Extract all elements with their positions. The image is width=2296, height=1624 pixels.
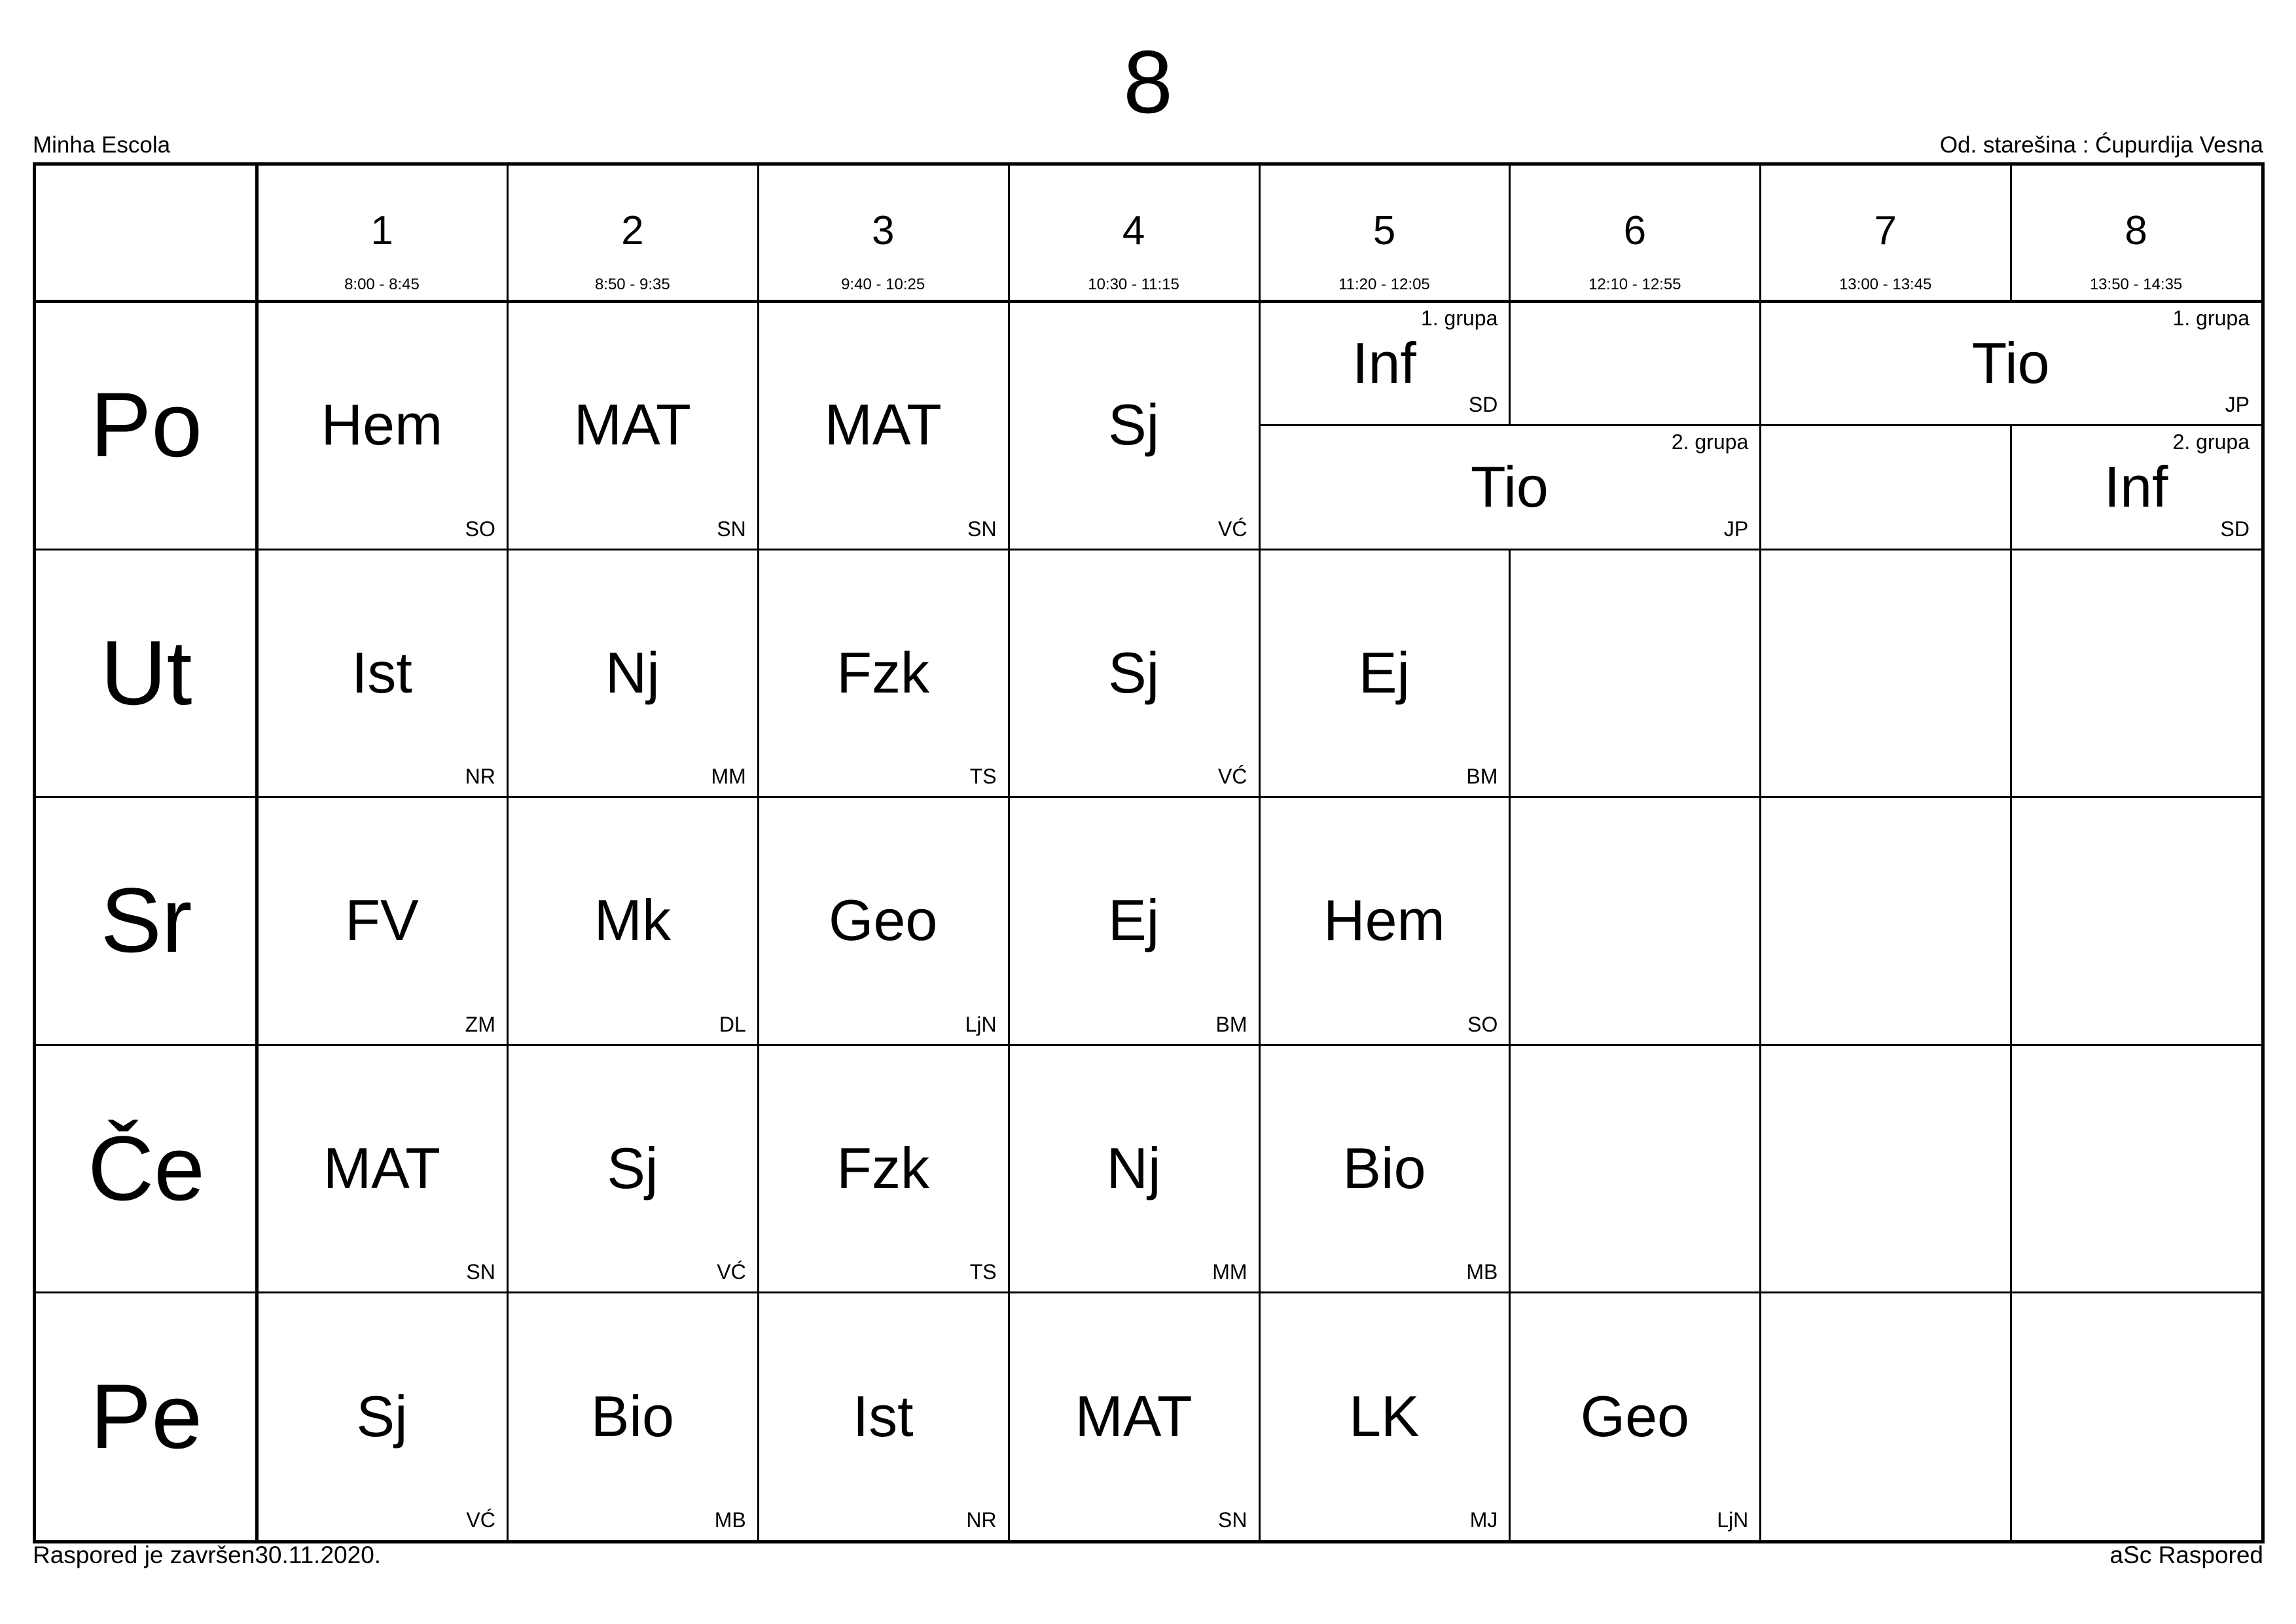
subject-label: MAT: [573, 392, 691, 458]
subject-label: Ej: [1358, 640, 1410, 705]
subject-label: MAT: [1075, 1383, 1193, 1449]
cell-divider: [2010, 549, 2012, 797]
lesson-cell: [1009, 1292, 1259, 1540]
period-header-4: [1009, 166, 1259, 301]
subject-label: Sj: [356, 1383, 408, 1449]
lesson-cell: [758, 1292, 1009, 1540]
teacher-code: JP: [1723, 516, 1749, 541]
completion-note: Raspored je završen30.11.2020.: [33, 1542, 382, 1568]
subject-label: Mk: [594, 888, 671, 953]
group-lesson-cell: [2011, 425, 2261, 549]
teacher-code: MB: [714, 1507, 746, 1532]
subject-label: MAT: [323, 1136, 441, 1201]
period-number: 3: [871, 208, 895, 253]
subject-label: Bio: [590, 1383, 674, 1449]
lesson-cell: [1009, 549, 1259, 797]
cell-divider: [2010, 797, 2012, 1045]
subject-label: LK: [1349, 1383, 1420, 1449]
period-time: 9:40 - 10:25: [841, 276, 925, 293]
lesson-cell: [257, 797, 507, 1045]
teacher-code: SN: [1218, 1507, 1247, 1532]
lesson-cell: [1259, 1045, 1510, 1293]
subject-label: Hem: [1323, 888, 1445, 953]
software-credit: aSc Raspored: [2109, 1542, 2263, 1568]
teacher-code: BM: [1466, 765, 1498, 789]
teacher-code: ZM: [465, 1012, 495, 1036]
school-name: Minha Escola: [33, 132, 171, 158]
period-time: 10:30 - 11:15: [1088, 276, 1179, 293]
subject-label: Ej: [1107, 888, 1160, 953]
period-header-8: [2011, 166, 2261, 301]
teacher-code: SN: [466, 1260, 495, 1284]
period-time: 8:00 - 8:45: [344, 276, 420, 293]
period-number: 6: [1623, 208, 1647, 253]
lesson-cell: [257, 301, 507, 549]
teacher-code: TS: [969, 1260, 997, 1284]
group-label: 2. grupa: [1671, 430, 1749, 454]
subject-label: Bio: [1342, 1136, 1426, 1201]
period-header-6: [1509, 166, 1760, 301]
lesson-cell: [507, 549, 758, 797]
period-number: 4: [1122, 208, 1145, 253]
lesson-cell: [257, 1292, 507, 1540]
lesson-cell: [1259, 797, 1510, 1045]
lesson-cell: [257, 549, 507, 797]
period-number: 5: [1372, 208, 1396, 253]
teacher-code: SN: [717, 516, 746, 541]
subject-label: Tio: [1470, 454, 1549, 519]
period-header-3: [758, 166, 1009, 301]
timetable-grid: [33, 162, 2265, 1543]
period-number: 8: [2125, 208, 2147, 253]
lesson-cell: [507, 301, 758, 549]
cell-divider: [2010, 1292, 2012, 1540]
subject-label: Fzk: [836, 640, 930, 705]
teacher-code: VĆ: [466, 1507, 495, 1532]
group-label: 1. grupa: [1420, 306, 1498, 330]
period-header-7: [1760, 166, 2011, 301]
teacher-code: JP: [2225, 393, 2250, 417]
page-title: 8: [1123, 32, 1173, 132]
group-label: 1. grupa: [2172, 306, 2250, 330]
subject-label: FV: [345, 888, 419, 953]
teacher-code: VĆ: [1218, 765, 1247, 789]
lesson-cell: [507, 797, 758, 1045]
group-label: 2. grupa: [2172, 430, 2250, 454]
subject-label: Sj: [1107, 392, 1160, 458]
teacher-code: MB: [1466, 1260, 1498, 1284]
lesson-cell: [1009, 1045, 1259, 1293]
class-teacher: Od. starešina : Ćupurdija Vesna: [1939, 132, 2263, 158]
subject-label: Nj: [605, 640, 660, 705]
period-number: 1: [370, 208, 393, 253]
cell-divider: [1759, 1045, 1761, 1293]
teacher-code: SN: [967, 516, 997, 541]
lesson-cell: [507, 1292, 758, 1540]
day-label-Sr: Sr: [100, 869, 192, 972]
lesson-cell: [758, 549, 1009, 797]
period-header-1: [257, 166, 507, 301]
teacher-code: SO: [1467, 1012, 1498, 1036]
lesson-cell: [1009, 301, 1259, 549]
cell-divider: [1759, 549, 1761, 797]
period-time: 11:20 - 12:05: [1338, 276, 1430, 293]
subject-label: Geo: [1580, 1383, 1689, 1449]
group-lesson-cell: [1760, 301, 2261, 425]
lesson-cell: [1009, 797, 1259, 1045]
lesson-cell: [1259, 549, 1510, 797]
day-label-Po: Po: [90, 373, 203, 477]
subject-label: Ist: [852, 1383, 914, 1449]
teacher-code: BM: [1215, 1012, 1247, 1036]
period-time: 8:50 - 9:35: [594, 276, 670, 293]
period-time: 13:50 - 14:35: [2089, 276, 2183, 293]
subject-label: Inf: [1352, 330, 1416, 395]
lesson-cell: [257, 1045, 507, 1293]
subject-label: Sj: [1107, 640, 1160, 705]
day-label-Če: Če: [88, 1117, 205, 1220]
subject-label: Ist: [351, 640, 412, 705]
teacher-code: VĆ: [1218, 516, 1247, 541]
lesson-cell: [1509, 1292, 1760, 1540]
subject-label: Nj: [1106, 1136, 1161, 1201]
lesson-cell: [507, 1045, 758, 1293]
group-lesson-cell: [1259, 301, 1510, 425]
lesson-cell: [758, 1045, 1009, 1293]
cell-divider: [2010, 1045, 2012, 1293]
period-header-2: [507, 166, 758, 301]
teacher-code: MJ: [1469, 1507, 1498, 1532]
period-number: 2: [621, 208, 644, 253]
teacher-code: SD: [2220, 516, 2250, 541]
cell-divider: [1759, 797, 1761, 1045]
subject-label: Geo: [829, 888, 938, 953]
teacher-code: MM: [1212, 1260, 1247, 1284]
teacher-code: SO: [465, 516, 495, 541]
lesson-cell: [758, 797, 1009, 1045]
teacher-code: NR: [465, 765, 495, 789]
group-lesson-cell: [1259, 425, 1761, 549]
period-number: 7: [1874, 208, 1897, 253]
teacher-code: NR: [966, 1507, 997, 1532]
subject-label: Sj: [607, 1136, 658, 1201]
subject-label: Tio: [1971, 330, 2050, 395]
teacher-code: LjN: [1717, 1507, 1749, 1532]
teacher-code: VĆ: [717, 1260, 746, 1284]
lesson-cell: [758, 301, 1009, 549]
subject-label: Inf: [2104, 454, 2168, 519]
subject-label: MAT: [824, 392, 942, 458]
subject-label: Hem: [321, 392, 443, 458]
teacher-code: DL: [719, 1012, 746, 1036]
subject-label: Fzk: [836, 1136, 930, 1201]
teacher-code: TS: [969, 765, 997, 789]
period-time: 13:00 - 13:45: [1839, 276, 1932, 293]
period-header-5: [1259, 166, 1510, 301]
teacher-code: LjN: [965, 1012, 997, 1036]
lesson-cell: [1259, 1292, 1510, 1540]
day-label-Pe: Pe: [90, 1364, 203, 1468]
teacher-code: SD: [1468, 393, 1498, 417]
day-label-Ut: Ut: [100, 621, 192, 724]
period-time: 12:10 - 12:55: [1588, 276, 1681, 293]
teacher-code: MM: [711, 765, 746, 789]
